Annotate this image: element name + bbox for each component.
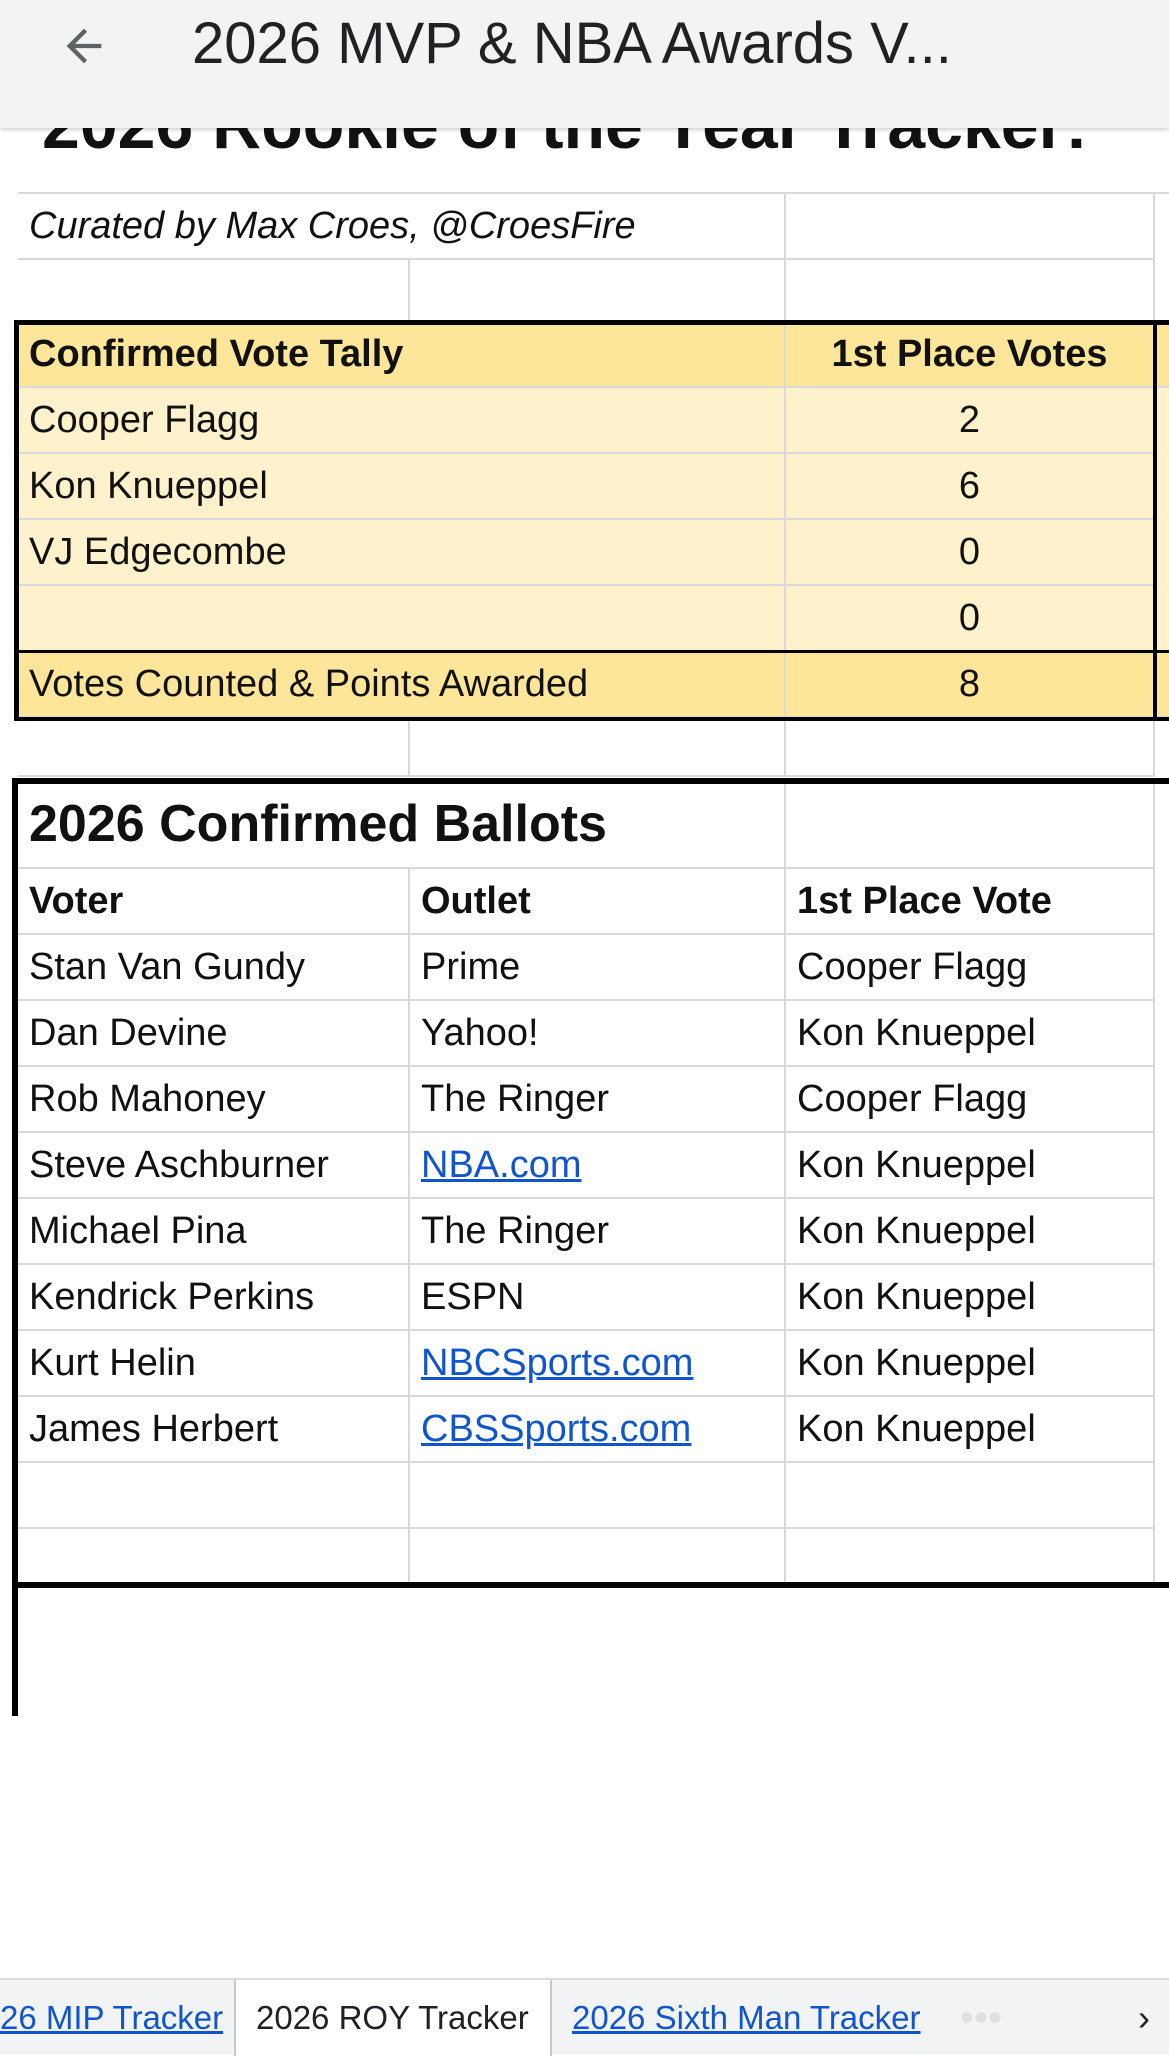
outlet-cell[interactable] (410, 1199, 786, 1265)
tally-total-divider (16, 650, 1169, 653)
first-place-vote-cell[interactable] (786, 1199, 1155, 1265)
outlet-cell[interactable] (410, 935, 786, 1001)
tally-header-first-place[interactable]: 1st Place Votes (786, 322, 1155, 388)
voter-cell-text: Michael Pina (29, 1209, 247, 1252)
outlet-cell-text: The Ringer (421, 1209, 609, 1252)
tally-border-top (16, 320, 1169, 325)
outlet-cell-text[interactable]: NBCSports.com (421, 1341, 694, 1384)
voter-cell[interactable] (18, 935, 410, 1001)
first-place-vote-cell[interactable] (786, 1001, 1155, 1067)
column-header-voter[interactable]: Voter (18, 869, 410, 935)
first-place-vote-cell-text: Cooper Flagg (797, 1077, 1028, 1120)
empty-cell[interactable] (410, 721, 786, 777)
empty-cell[interactable] (410, 1463, 786, 1529)
first-place-vote-cell-text: Kon Knueppel (797, 1011, 1036, 1054)
first-place-vote-cell[interactable] (786, 1331, 1155, 1397)
voter-cell[interactable] (18, 1001, 410, 1067)
outlet-cell-text: The Ringer (421, 1077, 609, 1120)
title-cell[interactable] (18, 128, 1169, 194)
voter-cell-text: Kendrick Perkins (29, 1275, 315, 1318)
column-header-first-place-vote[interactable]: 1st Place Vote (786, 869, 1155, 935)
voter-cell[interactable] (18, 1199, 410, 1265)
empty-cell[interactable] (18, 1529, 410, 1587)
tally-name-cell[interactable]: VJ Edgecombe (18, 520, 786, 586)
tally-border-right (1153, 320, 1157, 721)
voter-cell-text: Dan Devine (29, 1011, 228, 1054)
tally-total-votes[interactable]: 8 (786, 652, 1155, 718)
tally-votes-cell[interactable]: 0 (786, 586, 1155, 652)
outlet-cell-text: Prime (421, 945, 521, 988)
tally-votes-cell[interactable]: 2 (786, 388, 1155, 454)
outlet-cell[interactable] (410, 1397, 786, 1463)
voter-cell[interactable] (18, 1067, 410, 1133)
voter-cell[interactable] (18, 1397, 410, 1463)
first-place-vote-cell-text: Kon Knueppel (797, 1341, 1036, 1384)
empty-cell[interactable] (786, 194, 1155, 260)
voter-cell[interactable] (18, 1265, 410, 1331)
first-place-vote-cell[interactable] (786, 1265, 1155, 1331)
outlet-cell-text[interactable]: NBA.com (421, 1143, 582, 1186)
first-place-vote-cell-text: Kon Knueppel (797, 1275, 1036, 1318)
empty-cell[interactable] (410, 1529, 786, 1587)
tally-name-cell[interactable]: Cooper Flagg (18, 388, 786, 454)
tally-votes-cell[interactable]: 0 (786, 520, 1155, 586)
voter-cell-text: Stan Van Gundy (29, 945, 306, 988)
outlet-cell[interactable] (410, 1331, 786, 1397)
voter-cell-text: James Herbert (29, 1407, 279, 1450)
empty-cell[interactable] (18, 1463, 410, 1529)
empty-cell[interactable] (786, 781, 1155, 869)
voter-cell[interactable] (18, 1133, 410, 1199)
first-place-vote-cell-text: Kon Knueppel (797, 1209, 1036, 1252)
ballots-border-top (12, 778, 1169, 784)
outlet-cell[interactable] (410, 1133, 786, 1199)
outlet-cell[interactable] (410, 1001, 786, 1067)
outlet-cell-text: Yahoo! (421, 1011, 539, 1054)
document-title: 2026 MVP & NBA Awards V... (192, 11, 952, 76)
outlet-cell[interactable] (410, 1067, 786, 1133)
curated-by-text: Curated by Max Croes, @CroesFire (29, 204, 636, 247)
empty-cell[interactable] (786, 721, 1155, 777)
first-place-vote-cell[interactable] (786, 935, 1155, 1001)
ballots-border-bottom (12, 1582, 1169, 1588)
tab-roy-tracker[interactable]: 2026 ROY Tracker (234, 1980, 552, 2056)
tally-border-left (14, 320, 19, 721)
voter-cell[interactable] (18, 1331, 410, 1397)
outlet-cell[interactable] (410, 1265, 786, 1331)
empty-cell[interactable] (786, 1529, 1155, 1587)
voter-cell-text: Kurt Helin (29, 1341, 196, 1384)
sheet-tab-bar (0, 1978, 1169, 2054)
back-arrow-icon (58, 20, 110, 72)
spreadsheet-grid[interactable] (0, 128, 1169, 1978)
empty-cell[interactable] (18, 721, 410, 777)
outlet-cell-text: ESPN (421, 1275, 525, 1318)
first-place-vote-cell[interactable] (786, 1133, 1155, 1199)
tally-total-next[interactable] (1155, 652, 1169, 718)
tab-scroll-right-icon[interactable]: › (1138, 1997, 1150, 2038)
first-place-vote-cell-text: Kon Knueppel (797, 1407, 1036, 1450)
column-header-outlet[interactable]: Outlet (410, 869, 786, 935)
first-place-vote-cell[interactable] (786, 1397, 1155, 1463)
ballots-title: 2026 Confirmed Ballots (29, 795, 607, 853)
tally-header-label[interactable]: Confirmed Vote Tally (18, 322, 786, 388)
curated-cell[interactable] (18, 194, 786, 260)
tally-header-next[interactable] (1155, 322, 1169, 388)
back-button[interactable] (52, 14, 116, 78)
tab-mip-tracker[interactable]: 26 MIP Tracker (0, 1999, 224, 2036)
voter-cell-text: Steve Aschburner (29, 1143, 329, 1186)
first-place-vote-cell-text: Cooper Flagg (797, 945, 1028, 988)
app-bar (0, 0, 1169, 128)
first-place-vote-cell[interactable] (786, 1067, 1155, 1133)
tab-sixth-man-tracker[interactable]: 2026 Sixth Man Tracker (572, 1999, 921, 2036)
tally-name-cell[interactable] (18, 586, 786, 652)
tally-total-label[interactable]: Votes Counted & Points Awarded (18, 652, 786, 718)
voter-cell-text: Rob Mahoney (29, 1077, 266, 1120)
empty-cell[interactable] (786, 1463, 1155, 1529)
ballots-title-cell[interactable] (18, 781, 786, 869)
tally-name-cell[interactable]: Kon Knueppel (18, 454, 786, 520)
outlet-cell-text[interactable]: CBSSports.com (421, 1407, 692, 1450)
first-place-vote-cell-text: Kon Knueppel (797, 1143, 1036, 1186)
tab-overflow-fade: ••• (960, 1995, 1003, 2040)
tally-next-col[interactable] (1155, 388, 1169, 652)
tally-votes-cell[interactable]: 6 (786, 454, 1155, 520)
ballots-border-left (12, 778, 18, 1716)
